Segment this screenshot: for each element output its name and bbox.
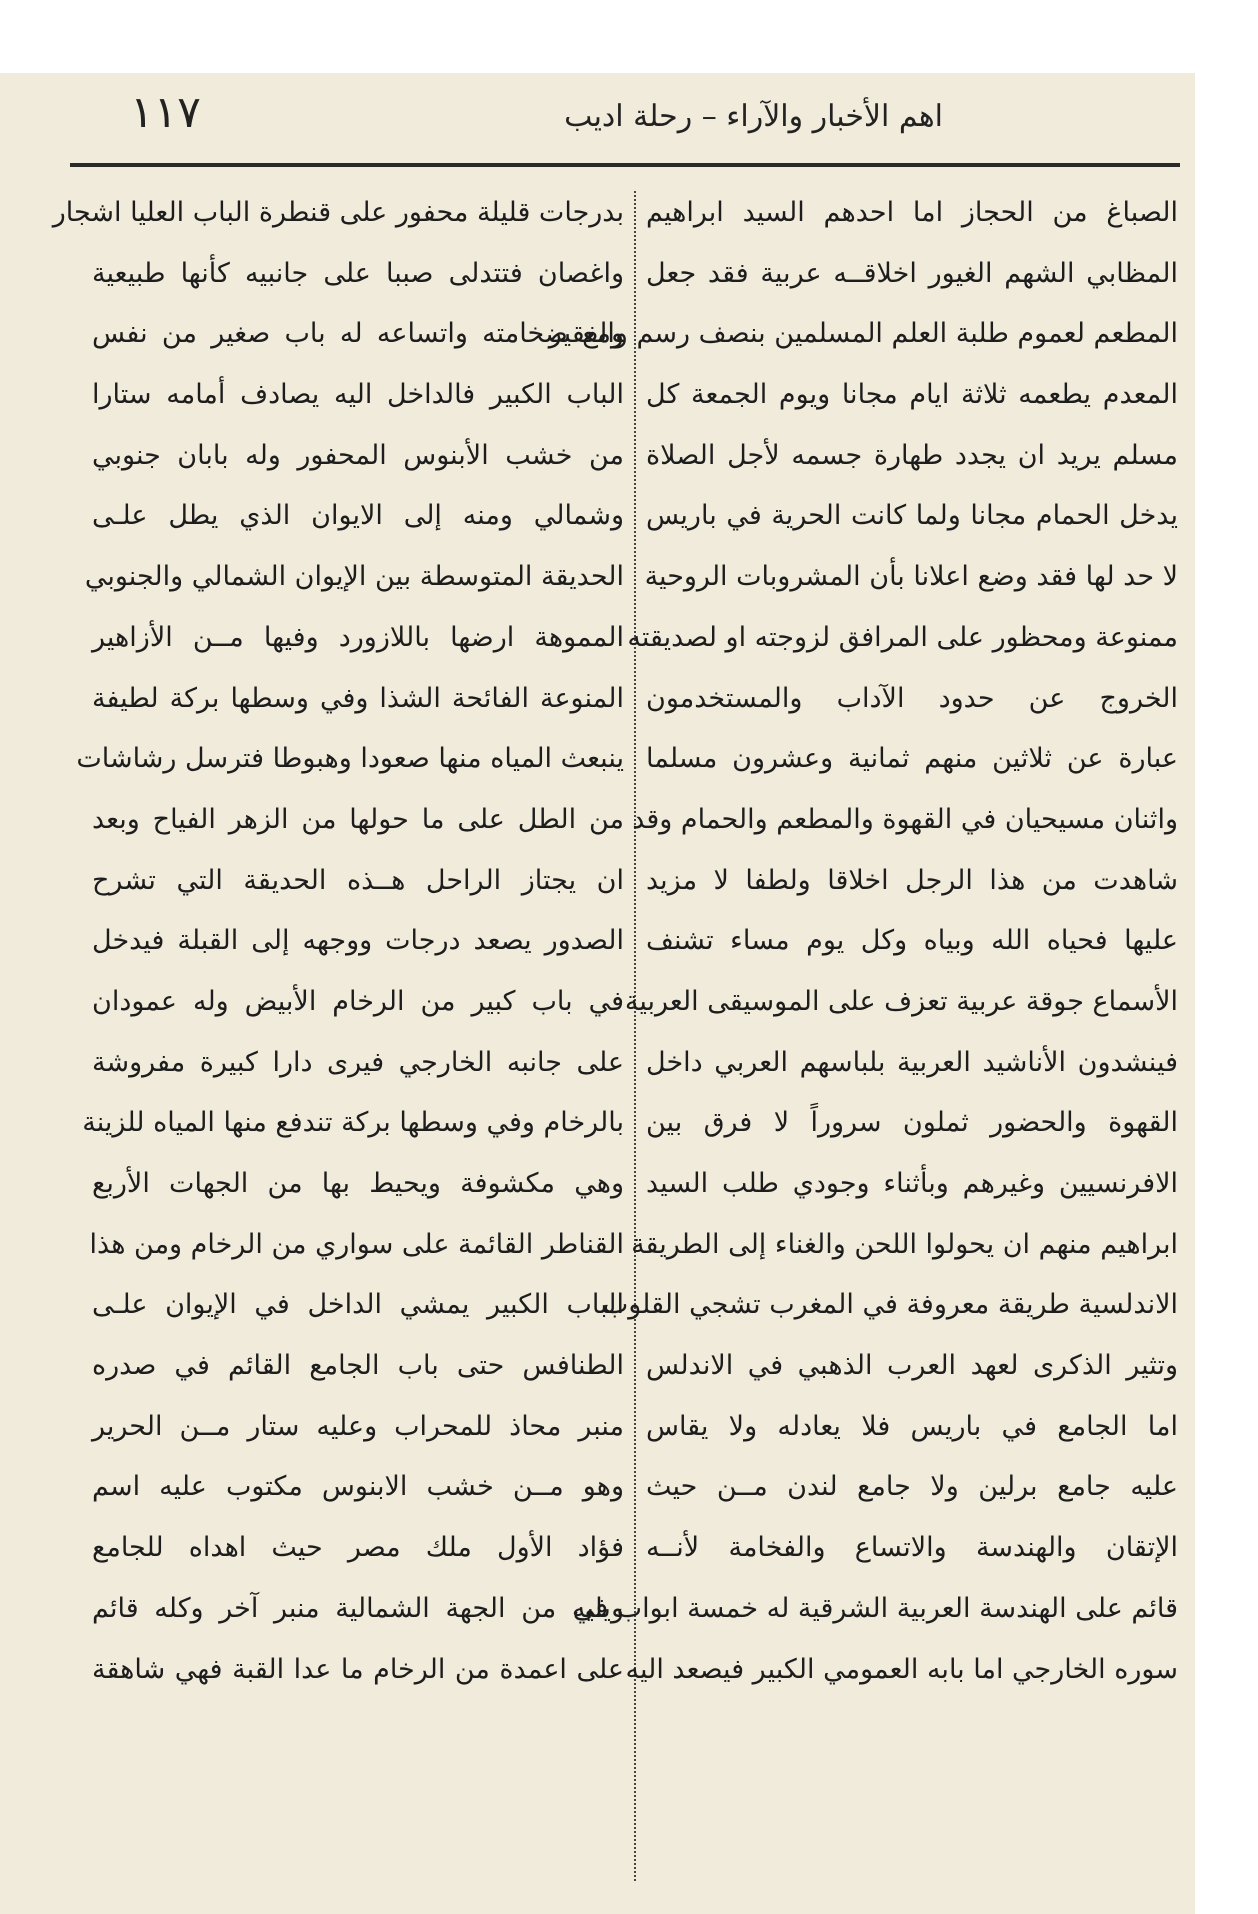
- left-column-line: المنوعة الفائحة الشذا وفي وسطها بركة لطيفة: [92, 682, 624, 714]
- left-column-line: فؤاد الأول ملك مصر حيث اهداه للجامع: [92, 1532, 624, 1564]
- right-column-line: الخروج عن حدود الآداب والمستخدمون: [646, 682, 1178, 714]
- right-column-line: الصباغ من الحجاز اما احدهم السيد ابراهيم: [646, 197, 1178, 228]
- right-column-line: المظابي الشهم الغيور اخلاقــه عربية فقد جعل: [646, 257, 1178, 289]
- right-column-line: عبارة عن ثلاثين منهم ثمانية وعشرون مسلما: [646, 743, 1178, 775]
- left-column-line: ويليه من الجهة الشمالية منبر آخر وكله قائم: [92, 1592, 624, 1624]
- right-column-line: ممنوعة ومحظور على المرافق لزوجته او لصديقته: [627, 621, 1178, 653]
- left-column-line: الحديقة المتوسطة بين الإيوان الشمالي والجنوبي: [84, 561, 624, 593]
- running-title: اهم الأخبار والآراء – رحلة اديب: [564, 99, 943, 134]
- right-column-line: المعدم يطعمه ثلاثة ايام مجانا ويوم الجمعة كل: [646, 379, 1178, 411]
- left-column-line: وشمالي ومنه إلى الايوان الذي يطل علـى: [92, 500, 624, 532]
- left-column-line: ينبعث المياه منها صعودا وهبوطا فترسل رشاشات: [76, 743, 624, 775]
- book-page: [0, 73, 1195, 1914]
- right-column-line: الافرنسيين وغيرهم وبأثناء وجودي طلب السيد: [646, 1168, 1178, 1199]
- left-column-line: وهي مكشوفة ويحيط بها من الجهات الأربع: [92, 1168, 624, 1199]
- left-column-line: الصدور يصعد درجات ووجهه إلى القبلة فيدخل: [92, 925, 624, 957]
- left-column-line: المموهة ارضها باللازورد وفيها مــن الأزاهير: [92, 621, 624, 653]
- left-column-line: واغصان فتتدلى صببا على جانبيه كأنها طبيعية: [92, 257, 624, 289]
- right-column-line: عليه جامع برلين ولا جامع لندن مــن حيث: [646, 1471, 1178, 1503]
- left-column-line: على جانبه الخارجي فيرى دارا كبيرة مفروشة: [92, 1046, 624, 1078]
- left-column-line: الباب الكبير فالداخل اليه يصادف أمامه ستارا: [92, 379, 624, 411]
- right-column-line: اما الجامع في باريس فلا يعادله ولا يقاس: [646, 1410, 1178, 1442]
- left-column-line: الطنافس حتى باب الجامع القائم في صدره: [92, 1350, 624, 1382]
- right-column-line: فينشدون الأناشيد العربية بلباسهم العربي داخل: [646, 1046, 1178, 1078]
- right-column-line: الإتقان والهندسة والاتساع والفخامة لأنــه: [646, 1532, 1178, 1564]
- right-column-line: الاندلسية طريقة معروفة في المغرب تشجي القلوب: [602, 1289, 1178, 1321]
- page-number: ١١٧: [130, 87, 201, 138]
- right-column-line: وتثير الذكرى لعهد العرب الذهبي في الاندلس: [646, 1350, 1178, 1382]
- left-column-line: القناطر القائمة على سواري من الرخام ومن هذا: [89, 1228, 624, 1260]
- left-column-line: منبر محاذ للمحراب وعليه ستار مــن الحرير: [92, 1410, 624, 1442]
- left-column-line: ومع ضخامته واتساعه له باب صغير من نفس: [92, 318, 624, 350]
- right-column: [548, 183, 1178, 1903]
- right-column-line: ابراهيم منهم ان يحولوا اللحن والغناء إلى الطريقة: [631, 1228, 1178, 1260]
- left-column-line: في باب كبير من الرخام الأبيض وله عمودان: [92, 985, 624, 1017]
- left-column-line: ان يجتاز الراحل هــذه الحديقة التي تشرح: [92, 864, 624, 896]
- right-column-line: المطعم لعموم طلبة العلم المسلمين بنصف رسم والفقير: [548, 318, 1178, 350]
- right-column-line: مسلم يريد ان يجدد طهارة جسمه لأجل الصلاة: [646, 439, 1178, 471]
- right-column-line: القهوة والحضور ثملون سروراً لا فرق بين: [646, 1107, 1178, 1139]
- right-column-line: سوره الخارجي اما بابه العمومي الكبير فيصعد اليه: [625, 1653, 1178, 1685]
- header-rule: [70, 163, 1180, 167]
- left-column-line: من خشب الأبنوس المحفور وله بابان جنوبي: [92, 439, 624, 471]
- left-column: [52, 183, 624, 1903]
- right-column-line: عليها فحياه الله وبياه وكل يوم مساء تشنف: [646, 925, 1178, 957]
- left-column-line: بدرجات قليلة محفور على قنطرة الباب العليا اشجار: [52, 197, 624, 228]
- left-column-line: من الطل على ما حولها من الزهر الفياح وبعد: [92, 803, 624, 835]
- left-column-line: وهو مــن خشب الابنوس مكتوب عليه اسم: [92, 1471, 624, 1503]
- right-column-line: واثنان مسيحيان في القهوة والمطعم والحمام وقد: [632, 803, 1178, 835]
- right-column-line: يدخل الحمام مجانا ولما كانت الحرية في باريس: [646, 500, 1178, 532]
- left-column-line: بالرخام وفي وسطها بركة تندفع منها المياه للزينة: [82, 1107, 624, 1139]
- right-column-line: لا حد لها فقد وضع اعلانا بأن المشروبات الروحية: [644, 561, 1178, 593]
- page-header: [70, 87, 1178, 153]
- right-column-line: الأسماع جوقة عربية تعزف على الموسيقى العربية: [624, 985, 1178, 1017]
- left-column-line: على اعمدة من الرخام ما عدا القبة فهي شاهقة: [92, 1653, 624, 1685]
- right-column-line: شاهدت من هذا الرجل اخلاقا ولطفا لا مزيد: [646, 864, 1178, 896]
- right-column-line: قائم على الهندسة العربية الشرقية له خمسة ابواب في: [572, 1592, 1178, 1624]
- left-column-line: الباب الكبير يمشي الداخل في الإيوان علـى: [92, 1289, 624, 1321]
